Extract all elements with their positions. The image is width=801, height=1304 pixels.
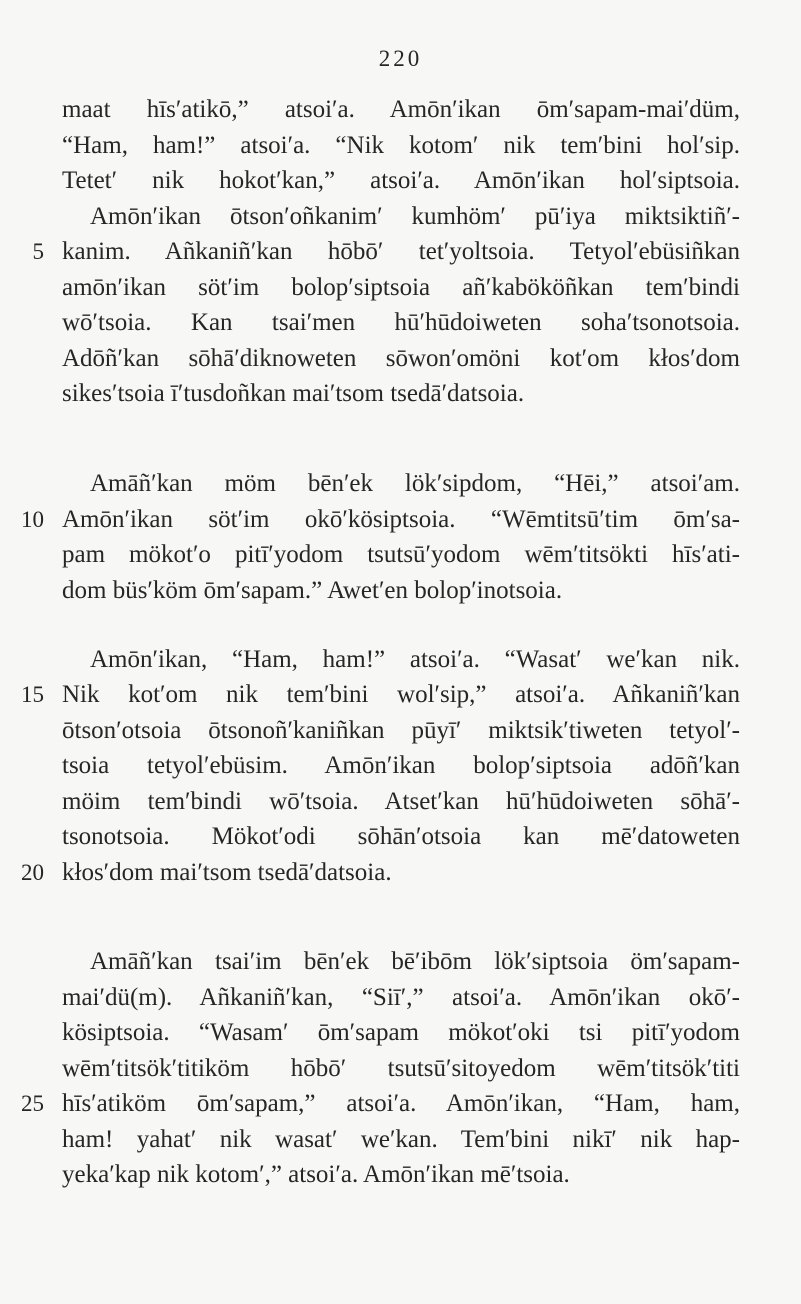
line-number: 10 [21, 507, 44, 532]
text-line: sikesʹtsoia īʹtusdoñkan maiʹtsom tsedāʹdatsoia. [62, 380, 525, 407]
text-line: tsoia tetyolʹebüsim. Amōnʹikan bolopʹsiptsoia adōñʹkan [62, 752, 740, 779]
text-line: wēmʹtitsökʹtitiköm hōbōʹ tsutsūʹsitoyedom wēmʹtitsökʹtiti [62, 1055, 740, 1082]
line-number: 25 [21, 1091, 44, 1116]
text-line: Amōnʹikan, “Ham, ham!” atsoiʹa. “Wasatʹ weʹkan nik. [90, 646, 740, 673]
page-number: 220 [378, 46, 423, 71]
text-line: kösiptsoia. “Wasamʹ ōmʹsapam mökotʹoki tsi pitīʹyodom [62, 1019, 740, 1046]
text-line: Amāñʹkan tsaiʹim bēnʹek bēʹibōm lökʹsiptsoia ömʹsapam- [90, 948, 740, 975]
text-line: tsonotsoia. Mökotʹodi sōhānʹotsoia kan mēʹdatoweten [62, 823, 740, 850]
text-line: maat hīsʹatikō,” atsoiʹa. Amōnʹikan ōmʹsapam-maiʹdüm, [62, 96, 740, 123]
text-line: möim temʹbindi wōʹtsoia. Atsetʹkan hūʹhūdoiweten sōhāʹ- [62, 788, 740, 815]
text-line: ōtsonʹotsoia ōtsonoñʹkaniñkan pūyīʹ miktsikʹtiweten tetyolʹ- [62, 717, 740, 744]
line-number: 20 [21, 860, 44, 885]
text-line: pam mökotʹo pitīʹyodom tsutsūʹyodom wēmʹtitsökti hīsʹati- [62, 541, 740, 568]
text-line: Adōñʹkan sōhāʹdiknoweten sōwonʹomöni kotʹom kłosʹdom [62, 345, 740, 372]
text-line: kłosʹdom maiʹtsom tsedāʹdatsoia. [62, 859, 392, 886]
line-number: 5 [32, 239, 44, 264]
text-line: hīsʹatiköm ōmʹsapam,” atsoiʹa. Amōnʹikan, “Ham, ham, [62, 1090, 740, 1117]
text-line: Amāñʹkan möm bēnʹek lökʹsipdom, “Hēi,” atsoiʹam. [90, 470, 740, 497]
text-line: Nik kotʹom nik temʹbini wolʹsip,” atsoiʹa. Añkaniñʹkan [62, 681, 740, 708]
text-line: wōʹtsoia. Kan tsaiʹmen hūʹhūdoiweten sohaʹtsonotsoia. [62, 309, 740, 336]
text-line: yekaʹkap nik kotomʹ,” atsoiʹa. Amōnʹikan mēʹtsoia. [62, 1161, 570, 1188]
text-line: Tetetʹ nik hokotʹkan,” atsoiʹa. Amōnʹikan holʹsiptsoia. [62, 167, 740, 194]
text-line: amōnʹikan sötʹim bolopʹsiptsoia añʹkabököñkan temʹbindi [62, 274, 740, 301]
text-line: kanim. Añkaniñʹkan hōbōʹ tetʹyoltsoia. Tetyolʹebüsiñkan [62, 238, 740, 265]
text-line: Amōnʹikan sötʹim okōʹkösiptsoia. “Wēmtitsūʹtim ōmʹsa- [62, 506, 740, 533]
text-line: maiʹdü(m). Añkaniñʹkan, “Siīʹ,” atsoiʹa. Amōnʹikan okōʹ- [62, 984, 740, 1011]
text-line: ham! yahatʹ nik wasatʹ weʹkan. Temʹbini nikīʹ nik hap- [62, 1126, 740, 1153]
line-number: 15 [21, 682, 44, 707]
text-line: “Ham, ham!” atsoiʹa. “Nik kotomʹ nik temʹbini holʹsip. [62, 132, 740, 159]
text-line: dom büsʹköm ōmʹsapam.” Awetʹen bolopʹinotsoia. [62, 577, 563, 604]
text-line: Amōnʹikan ōtsonʹoñkanimʹ kumhömʹ pūʹiya miktsiktiñʹ- [90, 203, 740, 230]
